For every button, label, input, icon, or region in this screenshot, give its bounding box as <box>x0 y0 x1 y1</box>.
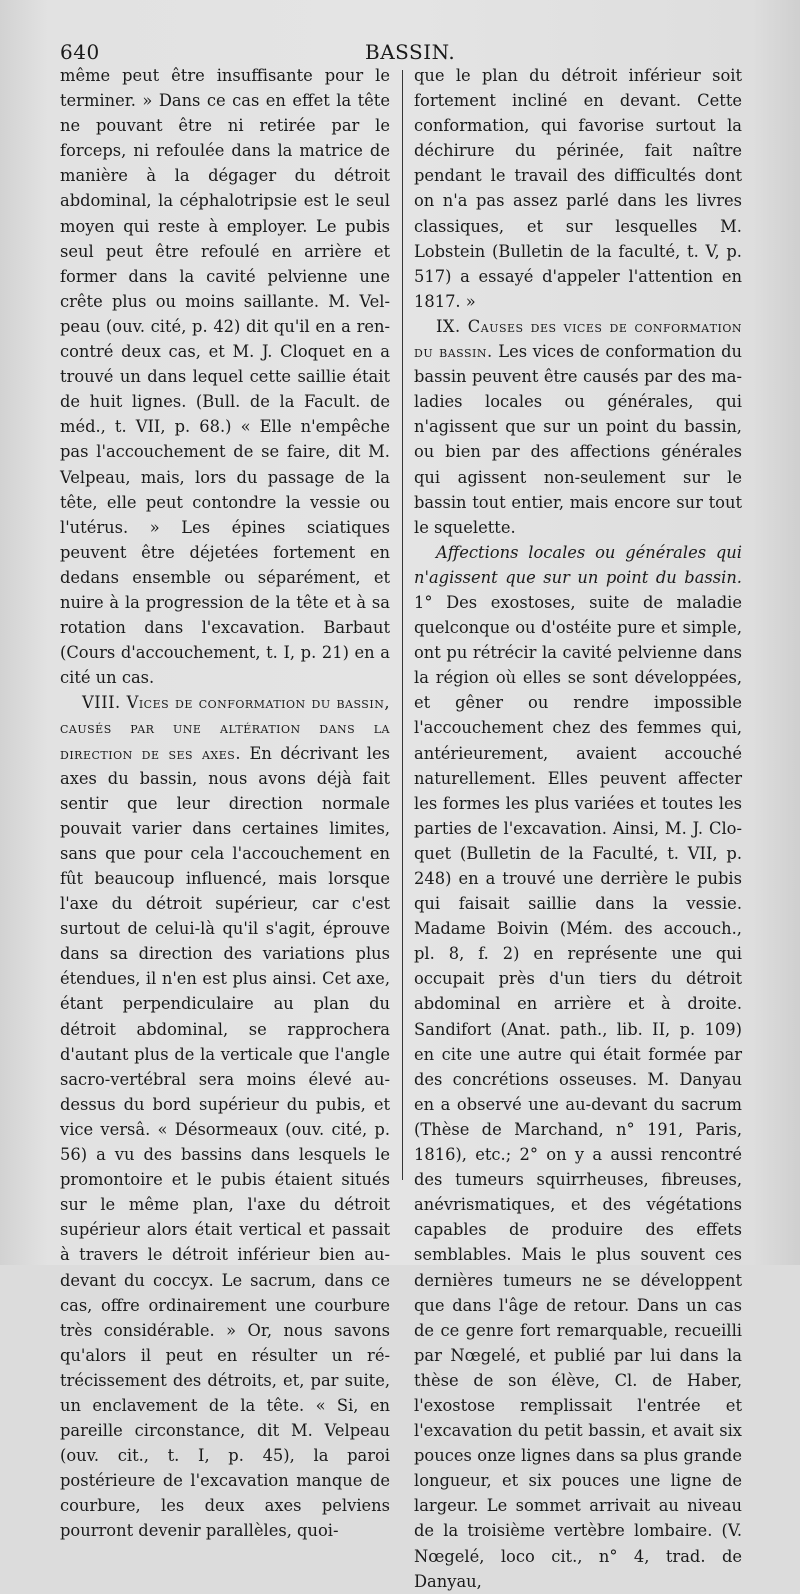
right-column <box>414 63 742 1594</box>
left-column <box>60 63 390 1544</box>
section-ix-text: Les vices de conformation du bassin peuvent être causés par des maladies locales ou générales, qui n'agissent que sur un point du bassin, ou bien par des affections générales qui agissent non-seulement sur le bassin tout entier, mais encore sur tout le squelette. <box>414 342 742 537</box>
section-viii-heading: VIII. Vices de conformation du bassin, causés par une altération dans la direction de ses axes. <box>60 693 390 763</box>
section-viii <box>60 690 390 1543</box>
subsection-local-affections <box>414 540 742 1594</box>
section-ix <box>414 314 742 540</box>
page-number: 640 <box>60 40 100 64</box>
section-ix-heading: IX. Causes des vices de conformation du bassin. <box>414 316 742 362</box>
paragraph-quote-end: que le plan du détroit inférieur soit fortement incliné en devant. Cette conformation, qui favorise surtout la déchirure du périnée, fait naître pendant le travail des difficultés dont on n'a pas assez parlé dans les livres classiques, et sur lesquelles M. Lobstein (Bulletin de la faculté, t. V, p. 517) a essayé d'appeler l'attention en 1817. » <box>414 66 742 311</box>
section-viii-text: En décrivant les axes du bassin, nous avons déjà fait sentir que leur direction normale pouvait varier dans certaines limites, sans que pour cela l'accouchement en fût beaucoup influencé, mais lorsque l'axe du détroit supérieur, car c'est surtout de celui-là qu'il s'agit, éprouve dans sa direction des variations plus étendues, il n'en est plus ainsi. Cet axe, étant perpendiculaire au plan du détroit abdominal, se rapprochera d'autant plus de la verticale que l'angle sacro-vertébral sera moins élevé au-dessus du bord supérieur du pubis, et vice versâ. « Désormeaux (ouv. cité, p. 56) a vu des bassins dans lesquels le promontoire et le pubis étaient situés sur le même plan, l'axe du détroit supérieur alors était vertical et passait à travers le détroit inférieur bien au-devant du coccyx. Le sacrum, dans ce cas, offre ordinairement une courbure très considérable. » Or, nous savons qu'alors il peut en résulter un rétrécissement des détroits, et, par suite, un enclavement de la tête. « Si, en pareille circonstance, dit M. Velpeau (ouv. cit., t. I, p. 45), la paroi postérieure de l'excavation manque de courbure, les deux axes pelviens pourront devenir parallèles, quoi- <box>60 743 390 1541</box>
column-divider <box>402 70 403 1180</box>
paragraph-continuation: même peut être insuffisante pour le terminer. » Dans ce cas en effet la tête ne pouvant être ni retirée par le forceps, ni refoulée dans la matrice de manière à la dégager du détroit abdominal, la céphalotripsie est le seul moyen qui reste à employer. Le pubis seul peut être refoulé en arrière et former dans la cavité pelvienne une crête plus ou moins saillante. M. Velpeau (ouv. cité, p. 42) dit qu'il en a rencontré deux cas, et M. J. Cloquet en a trouvé un dans lequel cette saillie était de huit lignes. (Bull. de la Facult. de méd., t. VII, p. 68.) « Elle n'empêche pas l'accouchement de se faire, dit M. Velpeau, mais, lors du passage de la tête, elle peut contondre la vessie ou l'utérus. » Les épines sciatiques peuvent être déjetées fortement en dedans ensemble ou séparément, et nuire à la progression de la tête et à sa rotation dans l'excavation. Barbaut (Cours d'accouchement, t. I, p. 21) en a cité un cas. <box>60 66 390 688</box>
subsection-heading: Affections locales ou générales qui n'agissent que sur un point du bassin. <box>414 542 742 587</box>
subsection-text: 1° Des exostoses, suite de maladie quelconque ou d'ostéite pure et simple, ont pu rétrécir la cavité pelvienne dans la région où elles se sont développées, et gêner ou rendre impossible l'accouchement chez des femmes qui, antérieurement, avaient accouché naturellement. Elles peuvent affecter les formes les plus variées et toutes les parties de l'excavation. Ainsi, M. J. Cloquet (Bulletin de la Faculté, t. VII, p. 248) en a trouvé une derrière le pubis qui faisait saillie dans la vessie. Madame Boivin (Mém. des accouch., pl. 8, f. 2) en représente une qui occupait près d'un tiers du détroit abdominal en arrière et à droite. Sandifort (Anat. path., lib. II, p. 109) en cite une autre qui était formée par des concrétions osseuses. M. Danyau en a observé une au-devant du sacrum (Thèse de Marchand, n° 191, Paris, 1816), etc.; 2° on y a aussi rencontré des tumeurs squirrheuses, fibreuses, anévrismatiques, et des végétations capables de produire des effets semblables. Mais le plus souvent ces dernières tumeurs ne se développent que dans l'âge de retour. Dans un cas de ce genre fort remarquable, recueilli par Nœgelé, et publié par lui dans la thèse de son élève, Cl. de Haber, l'exostose remplissait l'entrée et l'excavation du petit bassin, et avait six pouces onze lignes dans sa plus grande longueur, et six pouces une ligne de largeur. Le sommet arrivait au niveau de la troisième vertèbre lombaire. (V. Nœgelé, loco cit., n° 4, trad. de Danyau, <box>414 592 742 1591</box>
running-head: BASSIN. <box>365 40 456 64</box>
